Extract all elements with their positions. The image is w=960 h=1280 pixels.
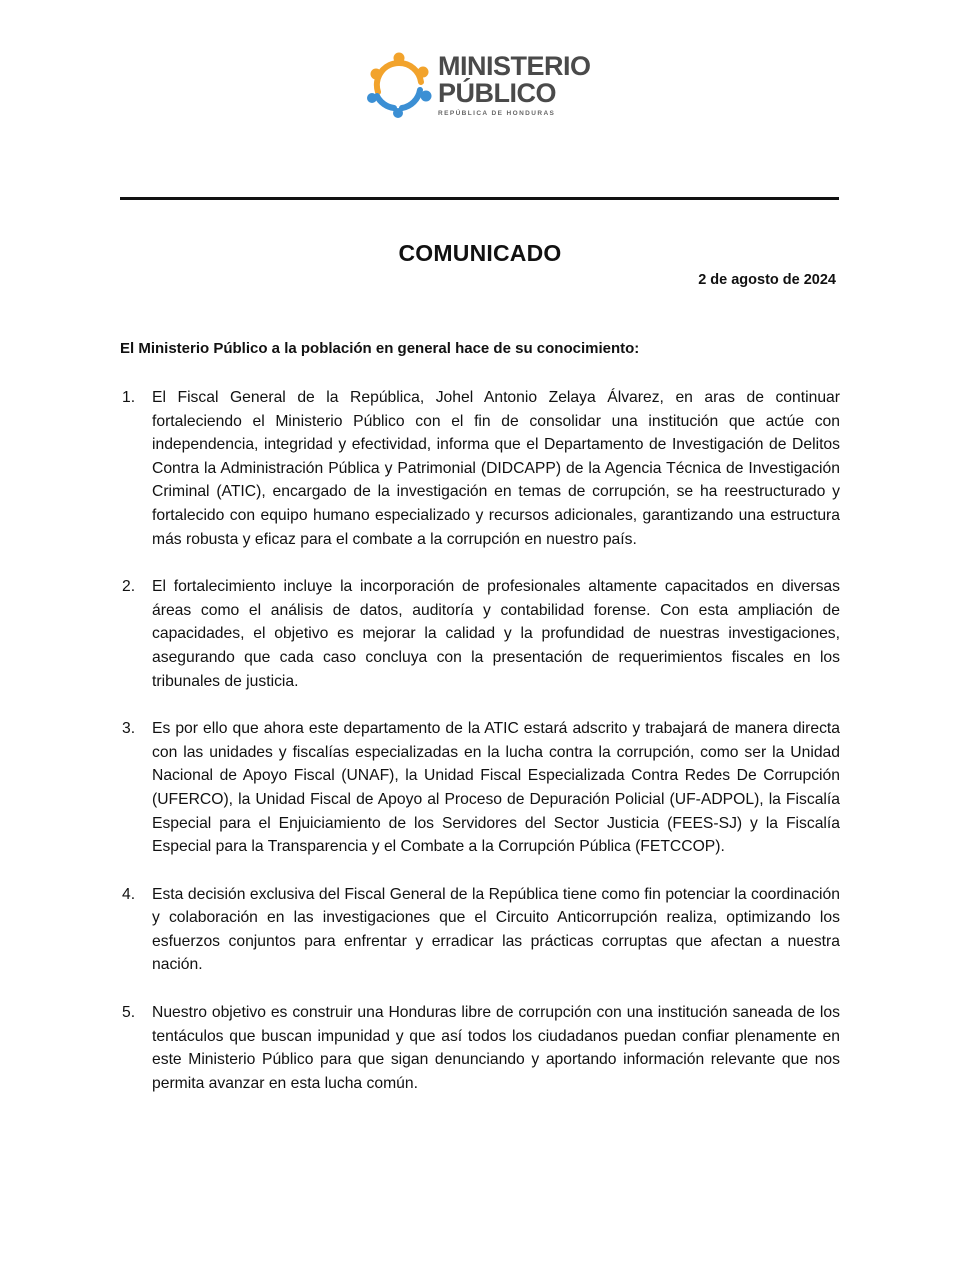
list-item bbox=[120, 386, 840, 551]
list-item-number: 3. bbox=[122, 720, 136, 738]
list-item-text: Esta decisión exclusiva del Fiscal General de la República tiene como fin potenciar la coordinación y colaboración en las investigaciones que el Circuito Anticorrupción realiza, optimizando los esfuerzos conjuntos para enfrentar y erradicar las prácticas corruptas que afectan a nuestra nación. bbox=[152, 885, 840, 974]
document-title: COMUNICADO bbox=[398, 240, 562, 266]
logo-wordmark-line2: PÚBLICO bbox=[438, 78, 556, 108]
list-item bbox=[120, 575, 840, 693]
list-item-text: Es por ello que ahora este departamento de la ATIC estará adscrito y trabajará de manera directa con las unidades y fiscalías especializadas en la lucha contra la corrupción, como ser la Unidad Nacional de Apoyo Fiscal (UNAF), la Unidad Fiscal Especializada Contra Redes De Corrupción (UFERCO), la Unidad Fiscal de Apoyo al Proceso de Depuración Policial (UF-ADPOL), la Fiscalía Especial para el Enjuiciamiento de los Servidores del Sector Justicia (FEES-SJ) y la Fiscalía Especial para la Transparencia y el Combate a la Corrupción Pública (FETCCOP). bbox=[152, 720, 840, 856]
document-intro: El Ministerio Público a la población en general hace de su conocimiento: bbox=[120, 340, 640, 357]
list-item bbox=[120, 883, 840, 977]
logo-emblem-icon bbox=[366, 52, 432, 118]
ministerio-publico-logo bbox=[366, 51, 591, 124]
logo-wordmark-line1: MINISTERIO bbox=[438, 51, 591, 81]
list-item bbox=[120, 717, 840, 859]
logo-subtitle: REPÚBLICA DE HONDURAS bbox=[438, 110, 556, 117]
list-item-number: 4. bbox=[122, 885, 136, 903]
list-item-number: 5. bbox=[122, 1004, 136, 1022]
list-item-number: 2. bbox=[122, 578, 136, 596]
numbered-list bbox=[120, 386, 840, 1119]
list-item bbox=[120, 1001, 840, 1095]
document-date: 2 de agosto de 2024 bbox=[698, 272, 836, 288]
header-divider bbox=[120, 197, 839, 200]
list-item-text: Nuestro objetivo es construir una Honduras libre de corrupción con una institución saneada de los tentáculos que buscan impunidad y que así todos los ciudadanos puedan confiar plenamente en este Ministerio Público para que sigan denunciando y aportando información relevante que nos permita avanzar en esta lucha común. bbox=[152, 1004, 840, 1092]
list-item-text: El fortalecimiento incluye la incorporación de profesionales altamente capacitados en diversas áreas como el análisis de datos, auditoría y contabilidad forense. Con esta ampliación de capacidades, el objetivo es mejorar la calidad y la profundidad de nuestras investigaciones, asegurando que cada caso concluya con la presentación de requerimientos fiscales en los tribunales de justicia. bbox=[152, 578, 840, 690]
list-item-text: El Fiscal General de la República, Johel Antonio Zelaya Álvarez, en aras de continuar fortaleciendo el Ministerio Público con el fin de consolidar una institución que actúe con independencia, integridad y efectividad, informa que el Departamento de Investigación de Delitos Contra la Administración Pública y Patrimonial (DIDCAPP) de la Agencia Técnica de Investigación Criminal (ATIC), encargado de la investigación en temas de corrupción, se ha reestructurado y fortalecido con equipo humano especializado y recursos adicionales, garantizando una estructura más robusta y eficaz para el combate a la corrupción en nuestro país. bbox=[152, 389, 840, 548]
list-item-number: 1. bbox=[122, 389, 136, 406]
